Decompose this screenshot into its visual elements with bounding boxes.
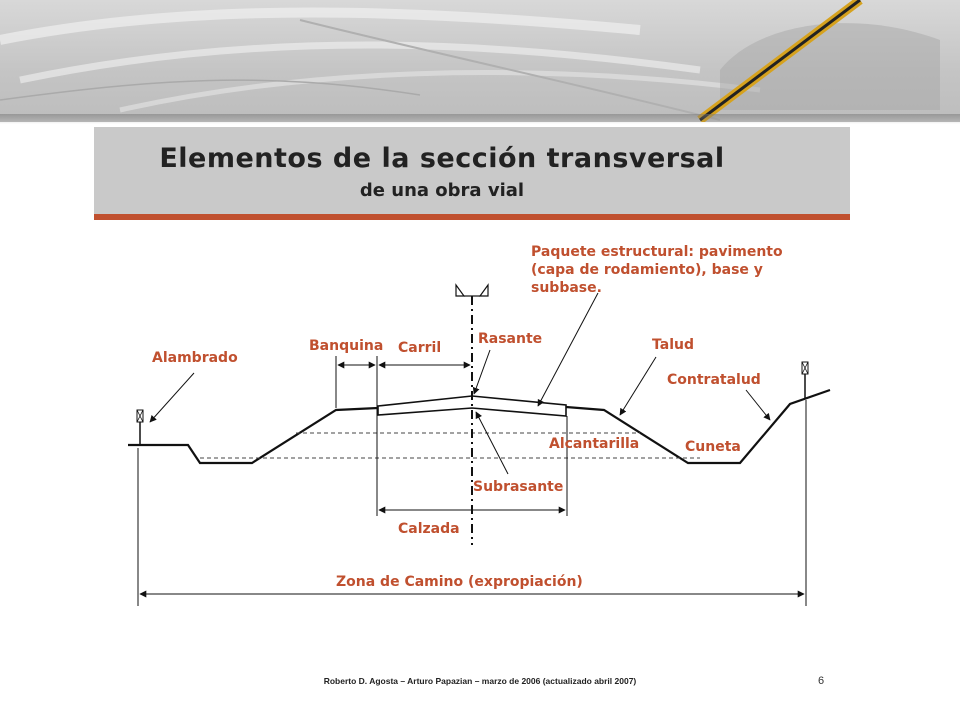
pointer-contratalud [746, 390, 770, 420]
label-alcantarilla: Alcantarilla [549, 436, 640, 452]
page-title: Elementos de la sección transversal [159, 143, 725, 174]
label-zona-de-camino: Zona de Camino (expropiación) [336, 574, 583, 590]
page-subtitle: de una obra vial [359, 180, 525, 201]
label-calzada: Calzada [398, 521, 460, 537]
pointer-rasante [474, 350, 490, 394]
label-contratalud: Contratalud [667, 372, 761, 388]
pointer-talud [620, 357, 656, 415]
pointer-subrasante [476, 412, 508, 474]
label-cuneta: Cuneta [685, 439, 741, 455]
label-paquete-line1: Paquete estructural: pavimento [531, 244, 783, 260]
label-alambrado: Alambrado [152, 350, 238, 366]
center-axis-symbol [456, 285, 488, 296]
label-carril: Carril [398, 340, 442, 356]
label-paquete-line3: subbase. [531, 280, 602, 296]
label-talud: Talud [652, 337, 694, 353]
label-banquina: Banquina [309, 338, 384, 354]
footer-credit: Roberto D. Agosta – Arturo Papazian – marzo de 2006 (actualizado abril 2007) [323, 676, 637, 686]
page-number: 6 [818, 675, 825, 687]
label-paquete-line2: (capa de rodamiento), base y [531, 262, 763, 278]
fence-post-left [137, 410, 143, 445]
label-rasante: Rasante [478, 331, 543, 347]
fence-post-right [802, 362, 808, 398]
pointer-paquete [538, 293, 598, 406]
label-subrasante: Subrasante [473, 479, 564, 495]
pointer-alambrado [150, 373, 194, 422]
